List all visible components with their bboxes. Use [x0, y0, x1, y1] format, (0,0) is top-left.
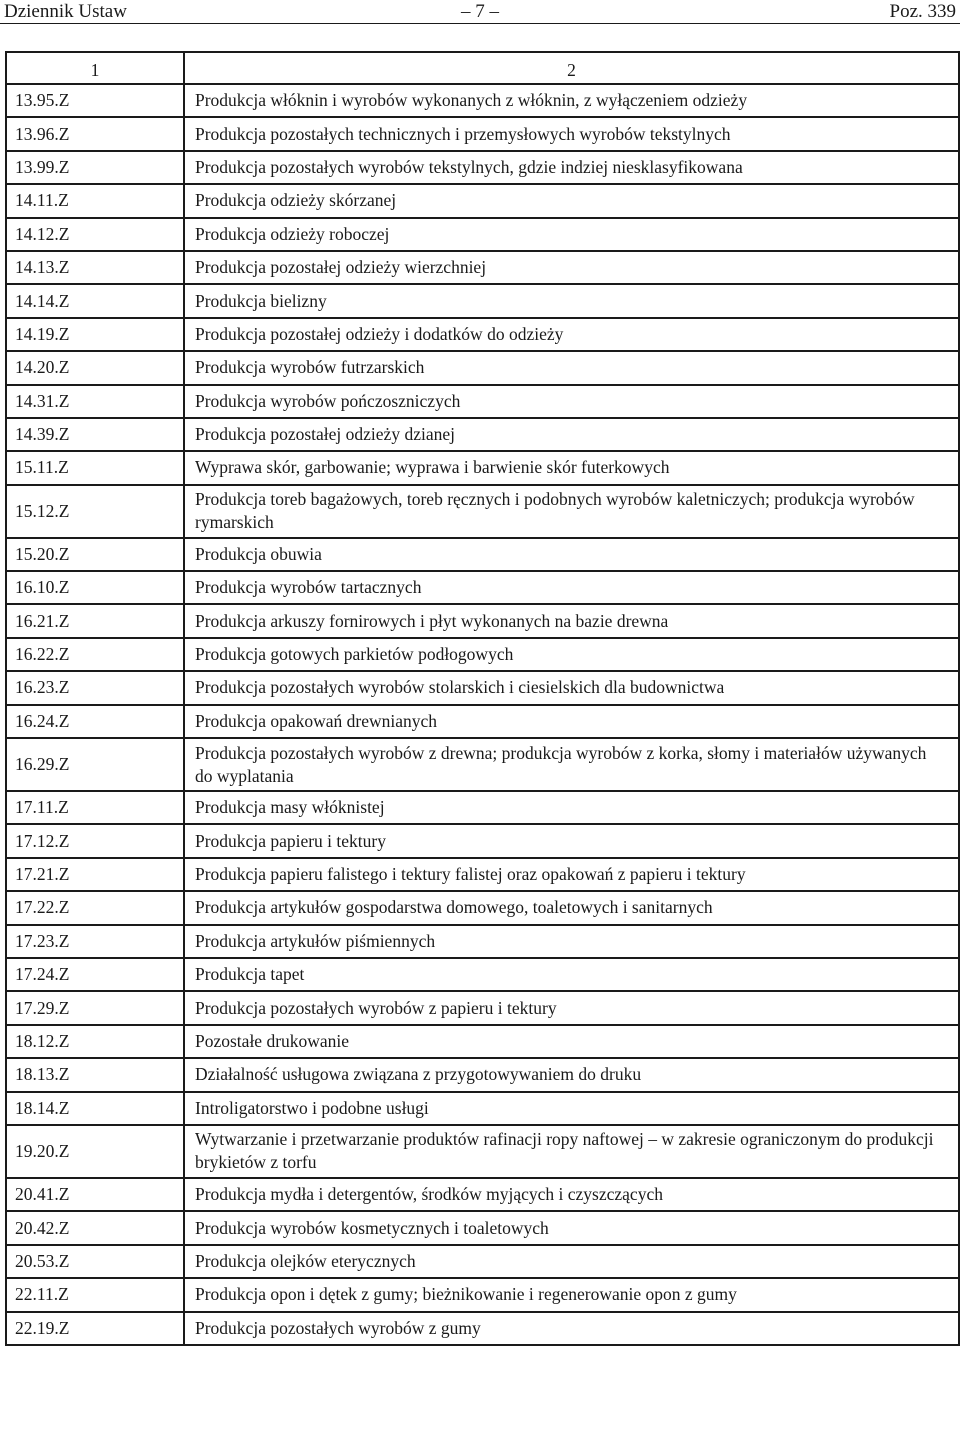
activity-description-cell: Produkcja pozostałych wyrobów z papieru i tektury [184, 991, 959, 1024]
activity-description-cell: Wytwarzanie i przetwarzanie produktów rafinacji ropy naftowej – w zakresie ograniczonym do produkcji brykietów z torfu [184, 1125, 959, 1178]
activity-description-cell: Produkcja wyrobów pończoszniczych [184, 385, 959, 418]
activity-description-cell: Produkcja obuwia [184, 538, 959, 571]
pkd-code-cell: 15.11.Z [6, 451, 184, 484]
classification-table-container [5, 51, 958, 1346]
table-row [6, 318, 959, 351]
pkd-code-cell: 17.12.Z [6, 824, 184, 857]
table-row [6, 1312, 959, 1345]
activity-description-cell: Produkcja arkuszy fornirowych i płyt wykonanych na bazie drewna [184, 604, 959, 637]
activity-description-cell: Produkcja włóknin i wyrobów wykonanych z włóknin, z wyłączeniem odzieży [184, 84, 959, 117]
activity-description-cell: Produkcja masy włóknistej [184, 791, 959, 824]
table-row [6, 485, 959, 538]
pkd-code-cell: 20.41.Z [6, 1178, 184, 1211]
pkd-code-cell: 22.19.Z [6, 1312, 184, 1345]
pkd-code-cell: 15.20.Z [6, 538, 184, 571]
table-row [6, 791, 959, 824]
pkd-code-cell: 13.96.Z [6, 117, 184, 150]
pkd-code-cell: 15.12.Z [6, 485, 184, 538]
table-row [6, 84, 959, 117]
pkd-code-cell: 17.29.Z [6, 991, 184, 1024]
pkd-code-cell: 16.23.Z [6, 671, 184, 704]
pkd-code-cell: 16.22.Z [6, 638, 184, 671]
activity-description-cell: Produkcja pozostałej odzieży dzianej [184, 418, 959, 451]
activity-description-cell: Produkcja pozostałych wyrobów z drewna; produkcja wyrobów z korka, słomy i materiałów używanych do wyplatania [184, 738, 959, 791]
activity-description-cell: Produkcja artykułów piśmiennych [184, 925, 959, 958]
pkd-code-cell: 14.13.Z [6, 251, 184, 284]
table-row [6, 925, 959, 958]
table-row [6, 604, 959, 637]
activity-description-cell: Produkcja gotowych parkietów podłogowych [184, 638, 959, 671]
table-row [6, 351, 959, 384]
activity-description-cell: Pozostałe drukowanie [184, 1025, 959, 1058]
pkd-code-cell: 16.21.Z [6, 604, 184, 637]
table-row [6, 385, 959, 418]
table-row [6, 284, 959, 317]
activity-description-cell: Produkcja pozostałej odzieży wierzchniej [184, 251, 959, 284]
activity-description-cell: Produkcja odzieży skórzanej [184, 184, 959, 217]
table-row [6, 117, 959, 150]
pkd-code-cell: 16.29.Z [6, 738, 184, 791]
table-row [6, 451, 959, 484]
activity-description-cell: Produkcja artykułów gospodarstwa domowego, toaletowych i sanitarnych [184, 891, 959, 924]
table-row [6, 418, 959, 451]
pkd-code-cell: 17.24.Z [6, 958, 184, 991]
table-row [6, 638, 959, 671]
activity-description-cell: Produkcja pozostałej odzieży i dodatków do odzieży [184, 318, 959, 351]
table-row [6, 671, 959, 704]
table-row [6, 538, 959, 571]
pkd-code-cell: 17.21.Z [6, 858, 184, 891]
activity-description-cell: Produkcja odzieży roboczej [184, 218, 959, 251]
pkd-code-cell: 14.20.Z [6, 351, 184, 384]
column-header-description: 2 [184, 52, 959, 84]
table-row [6, 151, 959, 184]
table-row [6, 891, 959, 924]
table-row [6, 1245, 959, 1278]
activity-description-cell: Produkcja toreb bagażowych, toreb ręcznych i podobnych wyrobów kaletniczych; produkcja wyrobów rymarskich [184, 485, 959, 538]
table-row [6, 858, 959, 891]
table-row [6, 1211, 959, 1244]
pkd-code-cell: 14.12.Z [6, 218, 184, 251]
activity-description-cell: Produkcja wyrobów kosmetycznych i toaletowych [184, 1211, 959, 1244]
position-number: Poz. 339 [889, 1, 956, 22]
table-row [6, 1125, 959, 1178]
page-header [0, 0, 960, 24]
table-row [6, 991, 959, 1024]
activity-description-cell: Produkcja papieru falistego i tektury falistej oraz opakowań z papieru i tektury [184, 858, 959, 891]
pkd-code-cell: 18.14.Z [6, 1092, 184, 1125]
pkd-code-cell: 16.24.Z [6, 705, 184, 738]
journal-title: Dziennik Ustaw [4, 1, 127, 22]
table-row [6, 184, 959, 217]
column-header-code: 1 [6, 52, 184, 84]
activity-description-cell: Produkcja mydła i detergentów, środków myjących i czyszczących [184, 1178, 959, 1211]
table-row [6, 1278, 959, 1311]
activity-description-cell: Produkcja tapet [184, 958, 959, 991]
activity-description-cell: Produkcja papieru i tektury [184, 824, 959, 857]
table-row [6, 1092, 959, 1125]
table-row [6, 571, 959, 604]
activity-description-cell: Produkcja opakowań drewnianych [184, 705, 959, 738]
pkd-code-cell: 16.10.Z [6, 571, 184, 604]
pkd-code-cell: 13.95.Z [6, 84, 184, 117]
activity-description-cell: Produkcja pozostałych technicznych i przemysłowych wyrobów tekstylnych [184, 117, 959, 150]
pkd-code-cell: 14.14.Z [6, 284, 184, 317]
pkd-code-cell: 17.23.Z [6, 925, 184, 958]
page-number: – 7 – [461, 1, 499, 22]
pkd-code-cell: 17.22.Z [6, 891, 184, 924]
activity-description-cell: Wyprawa skór, garbowanie; wyprawa i barwienie skór futerkowych [184, 451, 959, 484]
header-rule [0, 23, 960, 24]
pkd-code-cell: 14.31.Z [6, 385, 184, 418]
classification-table [5, 51, 960, 1346]
table-row [6, 958, 959, 991]
pkd-code-cell: 14.39.Z [6, 418, 184, 451]
pkd-code-cell: 14.19.Z [6, 318, 184, 351]
table-row [6, 1178, 959, 1211]
activity-description-cell: Produkcja pozostałych wyrobów tekstylnych, gdzie indziej niesklasyfikowana [184, 151, 959, 184]
table-row [6, 738, 959, 791]
pkd-code-cell: 20.53.Z [6, 1245, 184, 1278]
table-row [6, 705, 959, 738]
table-row [6, 1058, 959, 1091]
table-row [6, 824, 959, 857]
pkd-code-cell: 18.12.Z [6, 1025, 184, 1058]
table-body [6, 84, 959, 1345]
pkd-code-cell: 18.13.Z [6, 1058, 184, 1091]
table-row [6, 1025, 959, 1058]
pkd-code-cell: 17.11.Z [6, 791, 184, 824]
pkd-code-cell: 14.11.Z [6, 184, 184, 217]
pkd-code-cell: 22.11.Z [6, 1278, 184, 1311]
activity-description-cell: Produkcja wyrobów futrzarskich [184, 351, 959, 384]
activity-description-cell: Introligatorstwo i podobne usługi [184, 1092, 959, 1125]
activity-description-cell: Działalność usługowa związana z przygotowywaniem do druku [184, 1058, 959, 1091]
table-row [6, 251, 959, 284]
activity-description-cell: Produkcja wyrobów tartacznych [184, 571, 959, 604]
activity-description-cell: Produkcja pozostałych wyrobów stolarskich i ciesielskich dla budownictwa [184, 671, 959, 704]
pkd-code-cell: 13.99.Z [6, 151, 184, 184]
pkd-code-cell: 19.20.Z [6, 1125, 184, 1178]
activity-description-cell: Produkcja opon i dętek z gumy; bieżnikowanie i regenerowanie opon z gumy [184, 1278, 959, 1311]
table-header-row [6, 52, 959, 84]
activity-description-cell: Produkcja bielizny [184, 284, 959, 317]
activity-description-cell: Produkcja olejków eterycznych [184, 1245, 959, 1278]
activity-description-cell: Produkcja pozostałych wyrobów z gumy [184, 1312, 959, 1345]
table-row [6, 218, 959, 251]
pkd-code-cell: 20.42.Z [6, 1211, 184, 1244]
